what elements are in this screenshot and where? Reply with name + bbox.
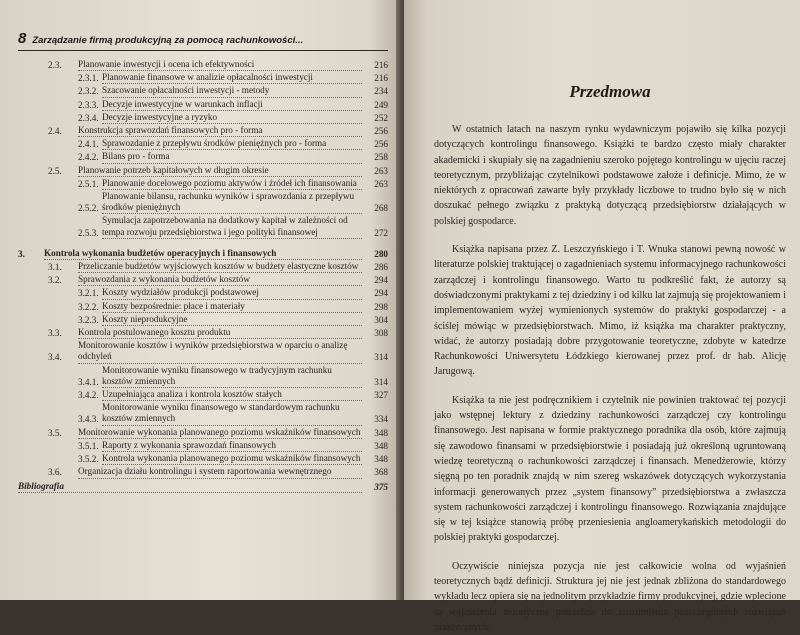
toc-entry [18, 402, 388, 425]
toc-entry [18, 165, 388, 177]
toc-entry-title: Kontrola postulowanego kosztu produktu [78, 327, 362, 339]
toc-entry-title: Decyzje inwestycyjne a ryzyko [102, 112, 362, 124]
toc-entry-title: Decyzje inwestycyjne w warunkach inflacji [102, 99, 362, 111]
toc-entry-title: Sprawozdanie z przepływu środków pieniężnych pro - forma [102, 138, 362, 150]
left-page [0, 0, 402, 600]
toc-entry-title: Planowanie docelowego poziomu aktywów i źródeł ich finansowania [102, 178, 362, 190]
toc-entry-page: 294 [374, 288, 388, 299]
toc-entry-number: 3.4.1. [78, 376, 99, 387]
toc-entry [18, 99, 388, 111]
toc-entry-number: 2.5.2. [78, 203, 99, 214]
toc-entry-title: Kontrola wykonania planowanego poziomu wskaźników finansowych [102, 453, 362, 465]
toc-entry-number: 2.3. [48, 60, 62, 70]
toc-entry-title: Planowanie inwestycji i ocena ich efektywności [78, 59, 362, 71]
toc-entry-title: Sprawozdania z wykonania budżetów kosztów [78, 274, 362, 286]
toc-entry-page: 348 [374, 427, 388, 438]
toc-entry-title: Bilans pro - forma [102, 151, 362, 163]
toc-entry-page: 256 [374, 126, 388, 137]
toc-entry-title: Monitorowanie wyniku finansowego w standardowym rachunku kosztów zmiennych [102, 402, 362, 425]
toc-entry [18, 466, 388, 478]
toc-entry [18, 274, 388, 286]
toc-entry-title: Koszty bezpośrednie: płace i materiały [102, 301, 362, 313]
toc-entry [18, 112, 388, 124]
toc-entry [18, 72, 388, 84]
toc-entry-number: 2.5.1. [78, 178, 99, 189]
toc-entry-page: 280 [374, 248, 388, 259]
toc-entry-title: Monitorowanie wyniku finansowego w tradycyjnym rachunku kosztów zmiennych [102, 365, 362, 388]
toc-entry [18, 327, 388, 339]
toc-entry-number: 2.3.1. [78, 73, 99, 84]
toc-entry-page: 252 [374, 112, 388, 123]
toc-entry-title: Raporty z wykonania sprawozdań finansowych [102, 440, 362, 452]
toc-entry-number: 3.4. [48, 352, 62, 363]
toc-entry [18, 389, 388, 401]
toc-entry [18, 453, 388, 465]
toc-entry-page: 216 [374, 60, 388, 70]
toc-entry [18, 215, 388, 238]
page-number: 8 [18, 30, 27, 47]
toc-entry-page: 314 [374, 376, 388, 387]
toc-entry-number: 3.5.2. [78, 454, 99, 465]
toc-entry [18, 365, 388, 388]
toc-entry-title: Planowanie potrzeb kapitałowych w długim okresie [78, 165, 362, 177]
toc-entry-number: 2.5.3. [78, 227, 99, 238]
toc-entry-number: 3.4.3. [78, 414, 99, 425]
toc-entry-number: 2.3.3. [78, 99, 99, 110]
toc-entry [18, 301, 388, 313]
toc-entry-page: 234 [374, 86, 388, 97]
toc-entry-number: 2.4.1. [78, 139, 99, 150]
toc-entry-title: Przeliczanie budżetów wyjściowych kosztów w budżety elastyczne kosztów [78, 261, 362, 273]
toc-entry-title: Monitorowanie wykonania planowanego poziomu wskaźników finansowych [78, 427, 362, 439]
toc-entry-page: 304 [374, 314, 388, 325]
toc-entry [18, 481, 388, 493]
toc-entry-number: 3.5. [48, 427, 62, 438]
toc-entry-page: 348 [374, 454, 388, 465]
toc-entry-page: 249 [374, 99, 388, 110]
toc-entry-number: 2.3.2. [78, 86, 99, 97]
toc-entry-title: Koszty wydziałów produkcji podstawowej [102, 287, 362, 299]
toc-entry-title: Uzupełniająca analiza i kontrola kosztów stałych [102, 389, 362, 401]
toc-entry-page: 368 [374, 467, 388, 478]
toc-entry-number: 3.6. [48, 467, 62, 478]
toc-entry-number: 2.5. [48, 165, 62, 176]
toc-entry-page: 216 [374, 73, 388, 84]
toc-entry-page: 286 [374, 262, 388, 273]
toc-entry-number: 3.2.2. [78, 301, 99, 312]
toc-entry-number: 2.3.4. [78, 112, 99, 123]
toc-entry-number: 3.5.1. [78, 440, 99, 451]
preface-body [434, 122, 786, 635]
toc-entry-page: 334 [374, 414, 388, 425]
toc-entry-number: 3.3. [48, 328, 62, 339]
running-head-title: Zarządzanie firmą produkcyjną za pomocą rachunkowości... [32, 35, 304, 46]
toc-entry-page: 256 [374, 139, 388, 150]
toc-entry [18, 340, 388, 363]
toc-entry-page: 327 [374, 390, 388, 401]
toc-entry-page: 308 [374, 328, 388, 339]
toc-entry-number: 3. [18, 248, 25, 259]
toc-entry [18, 248, 388, 260]
toc-entry-page: 314 [374, 352, 388, 363]
toc-entry [18, 191, 388, 214]
running-head [18, 30, 388, 51]
preface-paragraph: Oczywiście niniejsza pozycja nie jest całkowicie wolna od wyjaśnień teoretycznych bądź definicji. Struktura jej nie jest jednak zbliżona do standardowego wykładu lecz opiera się na jednolitym przykładzie firmy produkcyjnej, gdzie wplecione są wyjaśnienia teoretyczne potrzebne do zrozumienia poszczególnych rozwiązań praktycznych. [434, 560, 786, 633]
toc-entry [18, 138, 388, 150]
toc-entry-number: 3.2. [48, 275, 62, 286]
toc-entry-number: 3.4.2. [78, 390, 99, 401]
toc-entry-page: 272 [374, 227, 388, 238]
preface-paragraph: W ostatnich latach na naszym rynku wydawniczym pojawiło się kilka pozycji dotyczących kontrolingu finansowego. Książki te bardzo często miały charakter akademicki i skupiały się na zagadnieniu szeroko pojętego kontrolingu w ujęciu raczej teoretycznym, przybliżając czytelnikowi podstawowe założe i definicje. Mimo, że w niektórych z opracowań zawarte były przykłady liczbowe to trudno było się w nich doszukać pełnego związku z praktyką dotyczącą przedsiębiorstw działających w polskiej gospodarce. [434, 124, 786, 227]
toc-entry [18, 261, 388, 273]
toc-entry-page: 294 [374, 275, 388, 286]
right-page [404, 0, 800, 633]
toc-entry-page: 263 [374, 178, 388, 189]
toc-entry [18, 125, 388, 137]
toc-entry-title: Koszty nieprodukcyjne [102, 314, 362, 326]
toc-entry-page: 258 [374, 152, 388, 163]
toc-entry-number: 3.1. [48, 262, 62, 273]
toc-entry-title: Szacowanie opłacalności inwestycji - metody [102, 85, 362, 97]
toc-entry-page: 375 [374, 481, 388, 492]
toc-entry-title: Planowanie finansowe w analizie opłacalności inwestycji [102, 72, 362, 84]
toc-entry-number: 2.4. [48, 126, 62, 137]
toc-entry-title: Kontrola wykonania budżetów operacyjnych i finansowych [44, 248, 362, 260]
toc-entry [18, 427, 388, 439]
toc-entry-title: Monitorowanie kosztów i wyników przedsiębiorstwa w oparciu o analizę odchyleń [78, 340, 362, 363]
table-of-contents [18, 59, 388, 493]
toc-entry [18, 59, 388, 71]
toc-entry [18, 440, 388, 452]
toc-entry-title: Konstrukcja sprawozdań finansowych pro - forma [78, 125, 362, 137]
toc-entry-number: 2.4.2. [78, 152, 99, 163]
toc-entry [18, 314, 388, 326]
toc-entry-title: Organizacja działu kontrolingu i system raportowania wewnętrznego [78, 466, 362, 478]
toc-entry-page: 268 [374, 203, 388, 214]
toc-entry-number: 3.2.1. [78, 288, 99, 299]
toc-entry-page: 348 [374, 440, 388, 451]
toc-entry-number: 3.2.3. [78, 314, 99, 325]
toc-entry-page: 298 [374, 301, 388, 312]
toc-entry [18, 151, 388, 163]
toc-entry [18, 178, 388, 190]
toc-entry [18, 85, 388, 97]
toc-entry-page: 263 [374, 165, 388, 176]
toc-entry [18, 287, 388, 299]
preface-paragraph: Książka ta nie jest podręcznikiem i czytelnik nie powinien traktować tej pozycji jako wstępnej lektury z dziedziny rachunkowości zarządczej czy kontrolingu finansowego. Jest napisana w formie praktycznego poradnika dla osób, które zajmują się zawodowo finansami w przedsiębiorstwie i posiadają już określoną ugruntowaną wiedzę teoretyczną o rachunkowości zarządczej i finansach. Menedżerowie, którzy sięgną po ten poradnik znajdą w nim szereg wskazówek dotyczących wykorzystania informacji generowanych przez „system finansowy” przedsiębiorstwa a zwłaszcza system rachunkowości zarządczej i kontrolingu finansowego. Rozwiązania znajdujące się w tej książce stanowią próbę przeniesienia angloamerykańskich metodologii do polskiej praktyki gospodarczej. [434, 394, 786, 544]
toc-entry-title: Symulacja zapotrzebowania na dodatkowy kapitał w zależności od tempa rozwoju przedsiębiorstwa i jego polityki finansowej [102, 215, 362, 238]
preface-title: Przedmowa [569, 82, 651, 101]
toc-entry-title: Bibliografia [18, 481, 362, 493]
preface-paragraph: Książka napisana przez Z. Leszczyńskiego i T. Wnuka stanowi pewną nowość w literaturze polskiej traktującej o zagadnieniach systemu informacyjnego rachunkowości zarządczej i kontrolingu finansowego. Warto tu podkreślić fakt, że autorzy są doświadczonymi praktykami z tej dziedziny i od kilku lat zajmują się projektowaniem i implementowaniem wyżej wymienionych systemów do praktyki gospodarczej - a ściślej mówiąc w przedsiębiorstwach. Mimo, iż książka ma charakter praktyczny, widać, że autorzy posiadają dobre przygotowanie teoretyczne, zdobyte w katedrze Rachunkowości Uniwersytetu Łódzkiego kierowanej przez prof. dr hab. Alicję Jarugową. [434, 244, 786, 378]
toc-entry-title: Planowanie bilansu, rachunku wyników i sprawozdania z przepływu środków pieniężnych [102, 191, 362, 214]
